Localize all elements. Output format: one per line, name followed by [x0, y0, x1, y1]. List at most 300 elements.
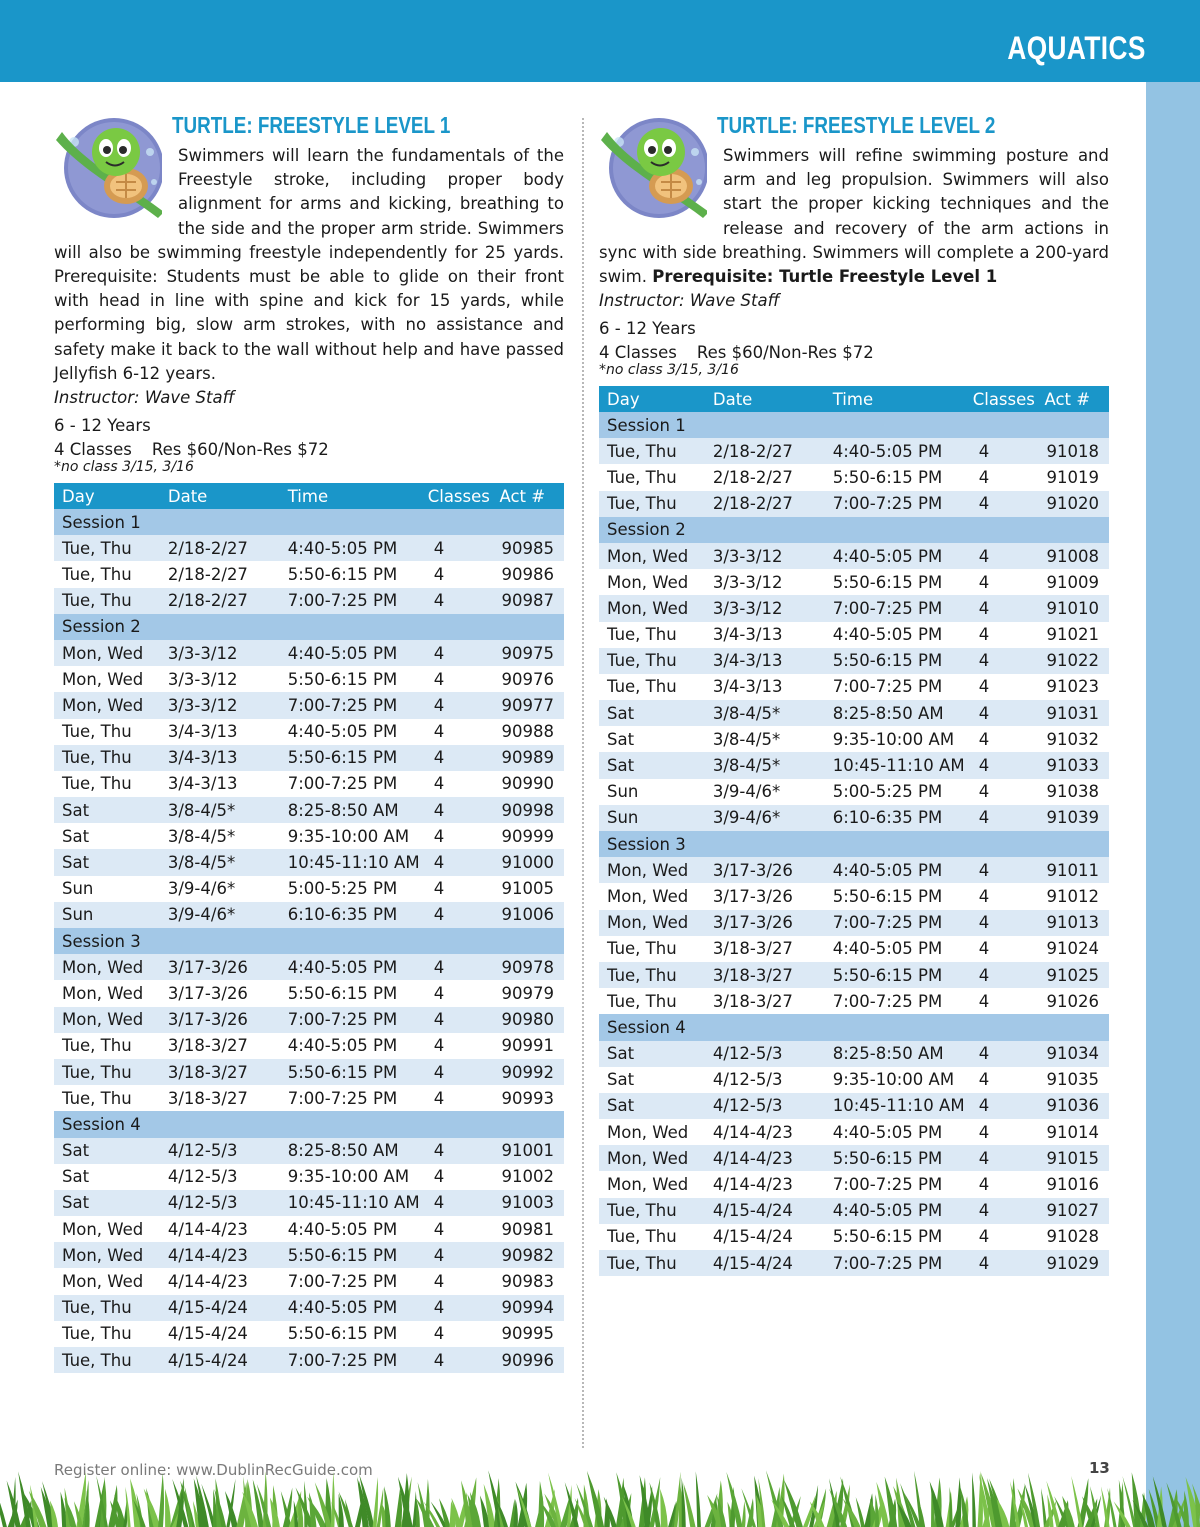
program-description [54, 144, 564, 386]
time-cell: 5:00-5:25 PM [280, 876, 420, 902]
date-cell: 3/18-3/27 [705, 988, 825, 1014]
schedule-table [599, 386, 1109, 1276]
classes-cell: 4 [420, 1321, 494, 1347]
session-label: Session 2 [599, 517, 1109, 543]
day-cell: Sun [599, 805, 705, 831]
day-cell: Tue, Thu [54, 1033, 160, 1059]
date-cell: 3/17-3/26 [705, 883, 825, 909]
date-cell: 3/8-4/5* [705, 752, 825, 778]
date-cell: 4/12-5/3 [705, 1041, 825, 1067]
session-row [54, 509, 564, 535]
grass-blade [696, 1471, 701, 1527]
grass-blade [331, 1472, 335, 1527]
column-header: Time [280, 483, 420, 509]
time-cell: 7:00-7:25 PM [280, 1268, 420, 1294]
grass-blade [165, 1489, 171, 1527]
day-cell: Sat [599, 1093, 705, 1119]
table-row [54, 797, 564, 823]
day-cell: Mon, Wed [599, 857, 705, 883]
activity-number-cell: 91005 [493, 876, 564, 902]
day-cell: Tue, Thu [599, 464, 705, 490]
table-row [599, 752, 1109, 778]
day-cell: Tue, Thu [54, 1059, 160, 1085]
time-cell: 10:45-11:10 AM [280, 1190, 420, 1216]
day-cell: Tue, Thu [54, 535, 160, 561]
classes-cell: 4 [965, 1041, 1039, 1067]
classes-cell: 4 [420, 1059, 494, 1085]
activity-number-cell: 91021 [1038, 622, 1109, 648]
time-cell: 7:00-7:25 PM [825, 491, 965, 517]
table-row [599, 1198, 1109, 1224]
table-row [54, 1059, 564, 1085]
time-cell: 5:50-6:15 PM [825, 464, 965, 490]
activity-number-cell: 91026 [1038, 988, 1109, 1014]
activity-number-cell: 91022 [1038, 648, 1109, 674]
activity-number-cell: 90991 [493, 1033, 564, 1059]
session-row [599, 1014, 1109, 1040]
classes-cell: 4 [965, 726, 1039, 752]
activity-number-cell: 91035 [1038, 1067, 1109, 1093]
table-row [54, 849, 564, 875]
grass-blade [972, 1472, 976, 1527]
session-row [54, 1111, 564, 1137]
table-row [54, 692, 564, 718]
activity-number-cell: 91025 [1038, 962, 1109, 988]
day-cell: Mon, Wed [54, 666, 160, 692]
table-row [599, 569, 1109, 595]
date-cell: 4/12-5/3 [705, 1067, 825, 1093]
table-row [599, 883, 1109, 909]
date-cell: 4/12-5/3 [160, 1138, 280, 1164]
classes-cell: 4 [420, 849, 494, 875]
classes-cell: 4 [965, 543, 1039, 569]
activity-number-cell: 90975 [493, 640, 564, 666]
table-row [599, 988, 1109, 1014]
classes-cell: 4 [965, 1250, 1039, 1276]
classes-cell: 4 [965, 674, 1039, 700]
session-label: Session 1 [54, 509, 564, 535]
table-row [54, 745, 564, 771]
time-cell: 7:00-7:25 PM [280, 1347, 420, 1373]
date-cell: 3/17-3/26 [160, 1007, 280, 1033]
time-cell: 9:35-10:00 AM [280, 823, 420, 849]
time-cell: 7:00-7:25 PM [280, 588, 420, 614]
no-class-note: *no class 3/15, 3/16 [54, 459, 194, 475]
table-row [54, 1033, 564, 1059]
activity-number-cell: 91012 [1038, 883, 1109, 909]
day-cell: Tue, Thu [599, 438, 705, 464]
day-cell: Mon, Wed [599, 543, 705, 569]
day-cell: Mon, Wed [54, 1007, 160, 1033]
activity-number-cell: 91003 [493, 1190, 564, 1216]
session-row [54, 928, 564, 954]
day-cell: Mon, Wed [599, 910, 705, 936]
time-cell: 4:40-5:05 PM [280, 535, 420, 561]
day-cell: Mon, Wed [599, 1171, 705, 1197]
activity-number-cell: 91014 [1038, 1119, 1109, 1145]
date-cell: 4/14-4/23 [160, 1216, 280, 1242]
classes-cell: 4 [420, 823, 494, 849]
activity-number-cell: 90986 [493, 561, 564, 587]
date-cell: 4/15-4/24 [160, 1347, 280, 1373]
day-cell: Sat [54, 1164, 160, 1190]
table-row [599, 595, 1109, 621]
table-row [599, 1119, 1109, 1145]
table-row [54, 561, 564, 587]
classes-cell: 4 [965, 1145, 1039, 1171]
time-cell: 7:00-7:25 PM [280, 1007, 420, 1033]
date-cell: 4/12-5/3 [705, 1093, 825, 1119]
date-cell: 3/8-4/5* [705, 700, 825, 726]
time-cell: 4:40-5:05 PM [825, 438, 965, 464]
classes-cell: 4 [965, 648, 1039, 674]
classes-cell: 4 [965, 622, 1039, 648]
day-cell: Tue, Thu [54, 1347, 160, 1373]
session-label: Session 3 [54, 928, 564, 954]
classes-cell: 4 [420, 980, 494, 1006]
table-row [54, 771, 564, 797]
day-cell: Tue, Thu [54, 745, 160, 771]
activity-number-cell: 91006 [493, 902, 564, 928]
age-range: 6 - 12 Years [54, 416, 151, 435]
grass-blade [742, 1501, 746, 1527]
program-description [599, 144, 1109, 289]
instructor: Instructor: Wave Staff [54, 388, 235, 407]
table-row [54, 1216, 564, 1242]
grass-blade [660, 1489, 668, 1527]
day-cell: Sun [54, 876, 160, 902]
activity-number-cell: 91019 [1038, 464, 1109, 490]
activity-number-cell: 91016 [1038, 1171, 1109, 1197]
activity-number-cell: 91029 [1038, 1250, 1109, 1276]
page-number: 13 [1089, 1459, 1110, 1477]
activity-number-cell: 90979 [493, 980, 564, 1006]
time-cell: 4:40-5:05 PM [825, 1198, 965, 1224]
activity-number-cell: 90996 [493, 1347, 564, 1373]
column-divider [582, 118, 584, 1448]
classes-cell: 4 [965, 857, 1039, 883]
activity-number-cell: 91024 [1038, 936, 1109, 962]
program-title: TURTLE: FREESTYLE LEVEL 2 [717, 112, 996, 138]
day-cell: Tue, Thu [599, 936, 705, 962]
day-cell: Sun [599, 779, 705, 805]
fee: Res $60/Non-Res $72 [151, 440, 329, 459]
day-cell: Sat [54, 797, 160, 823]
activity-number-cell: 90999 [493, 823, 564, 849]
time-cell: 5:00-5:25 PM [825, 779, 965, 805]
activity-number-cell: 90992 [493, 1059, 564, 1085]
activity-number-cell: 90978 [493, 954, 564, 980]
classes-cell: 4 [965, 569, 1039, 595]
day-cell: Mon, Wed [54, 640, 160, 666]
activity-number-cell: 91008 [1038, 543, 1109, 569]
activity-number-cell: 91013 [1038, 910, 1109, 936]
day-cell: Tue, Thu [599, 1198, 705, 1224]
column-header: Day [599, 386, 705, 412]
day-cell: Tue, Thu [54, 588, 160, 614]
day-cell: Tue, Thu [599, 988, 705, 1014]
date-cell: 3/3-3/12 [160, 692, 280, 718]
day-cell: Sat [54, 1138, 160, 1164]
activity-number-cell: 91001 [493, 1138, 564, 1164]
activity-number-cell: 90990 [493, 771, 564, 797]
classes-cell: 4 [965, 936, 1039, 962]
classes-cell: 4 [420, 1295, 494, 1321]
day-cell: Sat [54, 1190, 160, 1216]
grass-blade [373, 1477, 378, 1527]
time-cell: 10:45-11:10 AM [825, 1093, 965, 1119]
no-class-note: *no class 3/15, 3/16 [599, 362, 739, 378]
day-cell: Mon, Wed [54, 980, 160, 1006]
time-cell: 5:50-6:15 PM [825, 962, 965, 988]
time-cell: 7:00-7:25 PM [280, 771, 420, 797]
table-row [599, 438, 1109, 464]
classes-cell: 4 [965, 1119, 1039, 1145]
activity-number-cell: 90989 [493, 745, 564, 771]
date-cell: 4/14-4/23 [705, 1145, 825, 1171]
classes-cell: 4 [420, 640, 494, 666]
activity-number-cell: 91036 [1038, 1093, 1109, 1119]
activity-number-cell: 91020 [1038, 491, 1109, 517]
time-cell: 5:50-6:15 PM [280, 1321, 420, 1347]
table-row [599, 1145, 1109, 1171]
table-row [54, 588, 564, 614]
date-cell: 3/4-3/13 [705, 648, 825, 674]
time-cell: 4:40-5:05 PM [280, 1295, 420, 1321]
time-cell: 7:00-7:25 PM [825, 988, 965, 1014]
session-row [599, 517, 1109, 543]
classes-cell: 4 [420, 1007, 494, 1033]
time-cell: 5:50-6:15 PM [825, 569, 965, 595]
time-cell: 5:50-6:15 PM [280, 666, 420, 692]
date-cell: 3/18-3/27 [705, 962, 825, 988]
day-cell: Tue, Thu [54, 771, 160, 797]
activity-number-cell: 90976 [493, 666, 564, 692]
grass-blade [0, 1484, 7, 1527]
day-cell: Sun [54, 902, 160, 928]
table-row [54, 1085, 564, 1111]
table-row [54, 1321, 564, 1347]
grass-blade [439, 1498, 450, 1527]
date-cell: 2/18-2/27 [160, 588, 280, 614]
classes-cell: 4 [965, 988, 1039, 1014]
time-cell: 5:50-6:15 PM [280, 1059, 420, 1085]
day-cell: Tue, Thu [54, 1085, 160, 1111]
activity-number-cell: 90988 [493, 719, 564, 745]
day-cell: Tue, Thu [599, 1250, 705, 1276]
date-cell: 3/3-3/12 [705, 595, 825, 621]
classes-cell: 4 [420, 1347, 494, 1373]
column-header: Date [705, 386, 825, 412]
session-row [599, 412, 1109, 438]
date-cell: 4/14-4/23 [705, 1171, 825, 1197]
time-cell: 6:10-6:35 PM [825, 805, 965, 831]
table-row [54, 1007, 564, 1033]
date-cell: 3/18-3/27 [160, 1033, 280, 1059]
time-cell: 5:50-6:15 PM [280, 561, 420, 587]
time-cell: 7:00-7:25 PM [825, 1250, 965, 1276]
time-cell: 7:00-7:25 PM [280, 692, 420, 718]
section-title: AQUATICS [1007, 30, 1146, 66]
day-cell: Mon, Wed [599, 1145, 705, 1171]
day-cell: Sat [599, 700, 705, 726]
activity-number-cell: 91038 [1038, 779, 1109, 805]
column-header: Act # [1038, 386, 1109, 412]
activity-number-cell: 90993 [493, 1085, 564, 1111]
classes-cell: 4 [420, 1268, 494, 1294]
table-row [54, 823, 564, 849]
activity-number-cell: 91011 [1038, 857, 1109, 883]
column-header: Day [54, 483, 160, 509]
time-cell: 4:40-5:05 PM [280, 1216, 420, 1242]
day-cell: Tue, Thu [599, 674, 705, 700]
session-label: Session 4 [54, 1111, 564, 1137]
instructor: Instructor: Wave Staff [599, 291, 780, 310]
activity-number-cell: 90980 [493, 1007, 564, 1033]
date-cell: 3/18-3/27 [160, 1085, 280, 1111]
classes-cell: 4 [965, 962, 1039, 988]
day-cell: Mon, Wed [54, 954, 160, 980]
time-cell: 7:00-7:25 PM [825, 1171, 965, 1197]
day-cell: Tue, Thu [54, 1321, 160, 1347]
classes-cell: 4 [420, 1164, 494, 1190]
date-cell: 4/14-4/23 [705, 1119, 825, 1145]
age-range: 6 - 12 Years [599, 319, 696, 338]
classes-cell: 4 [420, 588, 494, 614]
column-header: Classes [420, 483, 494, 509]
date-cell: 3/3-3/12 [160, 640, 280, 666]
table-row [599, 779, 1109, 805]
classes-cell: 4 [420, 1085, 494, 1111]
day-cell: Mon, Wed [54, 692, 160, 718]
table-row [54, 1242, 564, 1268]
session-label: Session 4 [599, 1014, 1109, 1040]
activity-number-cell: 91028 [1038, 1224, 1109, 1250]
column-header: Classes [965, 386, 1039, 412]
day-cell: Mon, Wed [599, 1119, 705, 1145]
day-cell: Mon, Wed [54, 1268, 160, 1294]
classes-cell: 4 [965, 805, 1039, 831]
table-row [599, 543, 1109, 569]
classes-cell: 4 [965, 752, 1039, 778]
classes-cell: 4 [420, 1190, 494, 1216]
activity-number-cell: 91002 [493, 1164, 564, 1190]
time-cell: 5:50-6:15 PM [280, 745, 420, 771]
time-cell: 9:35-10:00 AM [825, 726, 965, 752]
time-cell: 4:40-5:05 PM [825, 936, 965, 962]
date-cell: 4/12-5/3 [160, 1190, 280, 1216]
classes-cell: 4 [420, 771, 494, 797]
activity-number-cell: 91031 [1038, 700, 1109, 726]
table-row [599, 491, 1109, 517]
column-header: Time [825, 386, 965, 412]
day-cell: Mon, Wed [599, 883, 705, 909]
day-cell: Tue, Thu [599, 962, 705, 988]
classes-cell: 4 [965, 438, 1039, 464]
classes-cell: 4 [420, 719, 494, 745]
table-row [54, 640, 564, 666]
activity-number-cell: 90987 [493, 588, 564, 614]
time-cell: 4:40-5:05 PM [280, 1033, 420, 1059]
classes-cell: 4 [420, 902, 494, 928]
day-cell: Tue, Thu [54, 1295, 160, 1321]
date-cell: 2/18-2/27 [705, 438, 825, 464]
activity-number-cell: 90985 [493, 535, 564, 561]
table-row [599, 622, 1109, 648]
day-cell: Sat [599, 752, 705, 778]
day-cell: Tue, Thu [599, 648, 705, 674]
date-cell: 3/4-3/13 [705, 622, 825, 648]
grass-blade [955, 1477, 961, 1527]
time-cell: 7:00-7:25 PM [825, 674, 965, 700]
time-cell: 10:45-11:10 AM [825, 752, 965, 778]
description-text: Swimmers will refine swimming posture and arm and leg propulsion. Swimmers will also start the proper kicking techniques and the release and recovery of the arm actions in sync with side breathing. Swimmers will complete a 200-yard swim. [599, 146, 1109, 287]
program-info [599, 289, 1109, 377]
date-cell: 3/4-3/13 [160, 771, 280, 797]
table-row [599, 726, 1109, 752]
classes-cell: 4 [965, 491, 1039, 517]
classes-cell: 4 [965, 1224, 1039, 1250]
day-cell: Tue, Thu [599, 491, 705, 517]
time-cell: 4:40-5:05 PM [825, 1119, 965, 1145]
date-cell: 4/15-4/24 [160, 1295, 280, 1321]
table-row [599, 1250, 1109, 1276]
table-row [54, 666, 564, 692]
top-banner [0, 0, 1200, 82]
classes-cell: 4 [965, 1067, 1039, 1093]
table-row [54, 719, 564, 745]
grass-blade [158, 1473, 164, 1527]
grass-blade [1041, 1488, 1047, 1527]
activity-number-cell: 91018 [1038, 438, 1109, 464]
grass-blade [1071, 1476, 1082, 1527]
classes-cell: 4 [420, 1033, 494, 1059]
table-row [54, 1295, 564, 1321]
program-info [54, 386, 564, 474]
day-cell: Sat [599, 1067, 705, 1093]
activity-number-cell: 91023 [1038, 674, 1109, 700]
activity-number-cell: 91034 [1038, 1041, 1109, 1067]
date-cell: 3/4-3/13 [705, 674, 825, 700]
date-cell: 2/18-2/27 [705, 464, 825, 490]
day-cell: Sat [54, 849, 160, 875]
classes-cell: 4 [965, 883, 1039, 909]
time-cell: 7:00-7:25 PM [280, 1085, 420, 1111]
table-row [54, 1268, 564, 1294]
day-cell: Sat [599, 1041, 705, 1067]
day-cell: Tue, Thu [54, 561, 160, 587]
time-cell: 8:25-8:50 AM [825, 700, 965, 726]
classes-cell: 4 [420, 797, 494, 823]
table-row [599, 1041, 1109, 1067]
date-cell: 3/9-4/6* [705, 779, 825, 805]
date-cell: 3/18-3/27 [705, 936, 825, 962]
classes-cell: 4 [965, 1093, 1039, 1119]
day-cell: Tue, Thu [599, 622, 705, 648]
classes-cell: 4 [420, 535, 494, 561]
grass-border [0, 1470, 1200, 1527]
date-cell: 3/3-3/12 [160, 666, 280, 692]
description-text: Swimmers will learn the fundamentals of the Freestyle stroke, including proper body alignment for arms and kicking, breathing to the side and the proper arm stride. Swimmers will also be swimming freestyle independently for 25 yards. Prerequisite: Students must be able to glide on their front with head in line with spine and kick for 15 yards, while performing big, slow arm strokes, with no assistance and safety make it back to the wall without help and have passed Jellyfish 6-12 years. [54, 146, 564, 383]
time-cell: 8:25-8:50 AM [280, 1138, 420, 1164]
date-cell: 4/12-5/3 [160, 1164, 280, 1190]
grass-blade [538, 1481, 544, 1527]
table-row [599, 805, 1109, 831]
register-link[interactable]: Register online: www.DublinRecGuide.com [54, 1461, 373, 1479]
activity-number-cell: 91032 [1038, 726, 1109, 752]
classes-cell: 4 [965, 1198, 1039, 1224]
activity-number-cell: 90977 [493, 692, 564, 718]
